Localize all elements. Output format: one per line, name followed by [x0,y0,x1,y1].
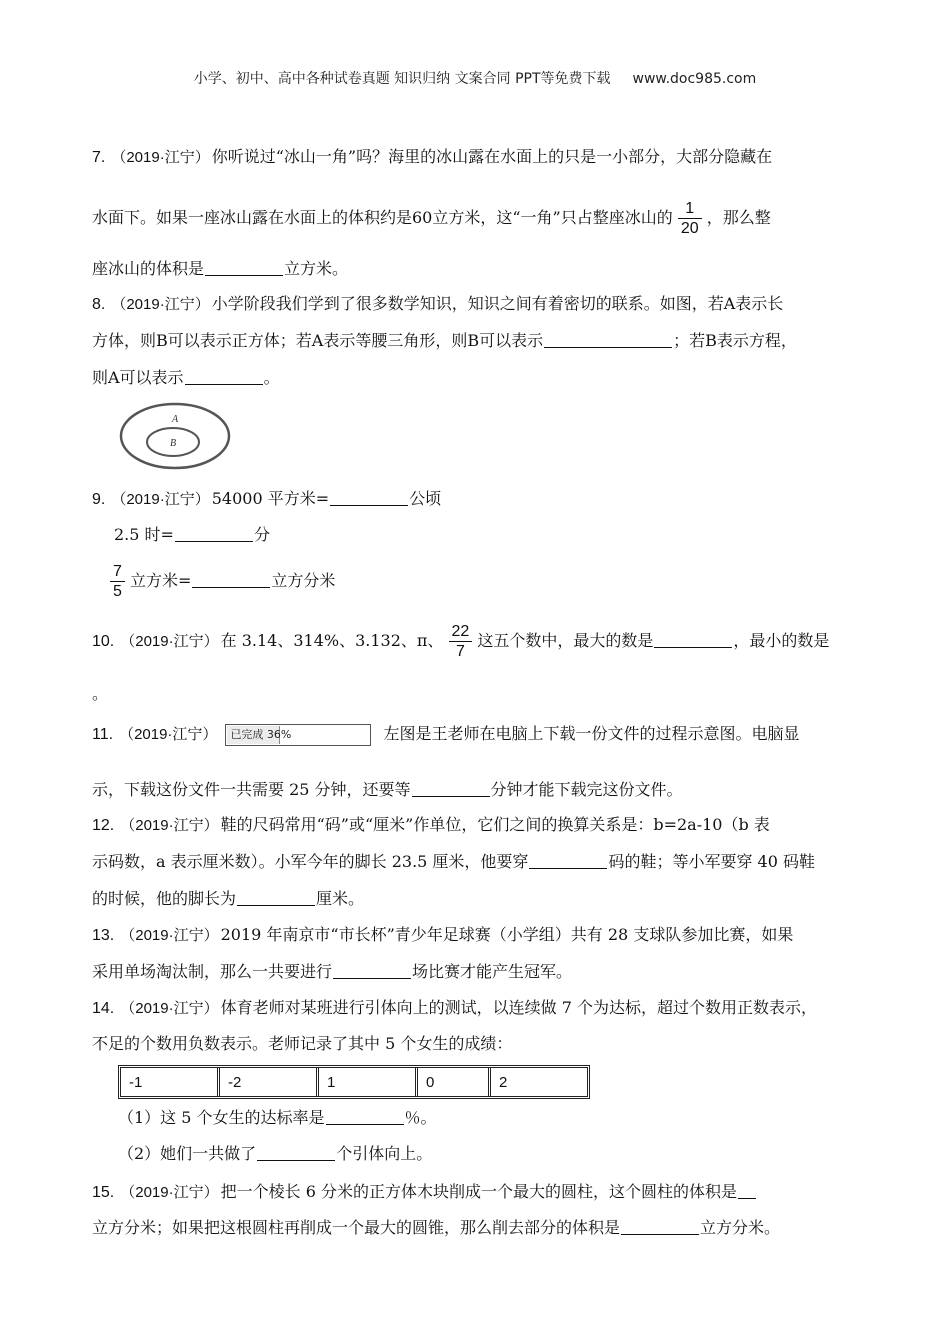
q13-line2: 采用单场淘汰制，那么一共要进行 场比赛才能产生冠军。 [92,962,573,981]
q10-line1: 10. （2019·江宁） 在 3.14、314%、3.132、π、 $\frac{22}{7}$ 这五个数中，最大的数是 ，最小的数是 [92,623,830,660]
q15-answer-blank-2[interactable] [621,1218,699,1235]
q15-line1: 15. （2019·江宁） 把一个棱长 6 分米的正方体木块削成一个最大的圆柱，这个圆柱的体积是 [92,1182,757,1203]
q8-answer-blank-1[interactable] [544,331,672,348]
q9-line2: 2.5 时= 分 [114,525,270,544]
q8-answer-blank-2[interactable] [185,368,263,385]
q11-line1: 11. （2019·江宁） 已完成 36% 左图是王老师在电脑上下载一份文件的过程示意图。电脑显 [92,722,799,747]
q15-answer-blank-1[interactable] [738,1182,756,1199]
q13-answer-blank[interactable] [333,962,411,979]
score-cell: 2 [488,1068,587,1096]
q10-line2: 。 [92,684,109,703]
q15-number: 15. [92,1184,115,1201]
q14-line1: 14. （2019·江宁） 体育老师对某班进行引体向上的测试，以连续做 7 个为达标，超过个数用正数表示， [92,998,817,1017]
q7-answer-blank[interactable] [205,259,283,276]
q8-source: （2019·江宁） [111,296,210,313]
q11-source: （2019·江宁） [119,726,218,743]
q14-sub2: （2）她们一共做了 个引体向上。 [118,1144,433,1163]
q9-line3: $\frac{7}{5}$ 立方米= 立方分米 [110,562,335,601]
table-row [121,1068,587,1096]
q14-answer-blank-1[interactable] [326,1108,404,1125]
q14-sub1: （1）这 5 个女生的达标率是 ％。 [118,1108,437,1127]
q9-fraction: $\frac{7}{5}$ [110,562,125,601]
q9-line1: 9. （2019·江宁） 54000 平方米= 公顷 [92,489,442,508]
q11-line2: 示，下载这份文件一共需要 25 分钟，还要等 分钟才能下载完这份文件。 [92,780,683,799]
venn-label-b: B [170,438,177,449]
q11-number: 11. [92,726,114,743]
q7-line3: 座冰山的体积是 立方米。 [92,259,349,278]
venn-label-a: A [172,414,179,425]
download-progress-bar [225,724,371,746]
q10-source: （2019·江宁） [120,633,219,650]
q12-answer-blank-1[interactable] [529,852,607,869]
score-cell: -1 [129,1073,143,1091]
q15-source: （2019·江宁） [120,1184,219,1201]
q8-line2: 方体，则B可以表示正方体；若A表示等腰三角形，则B可以表示 ；若B表示方程， [92,331,797,350]
q7-line1: 7. （2019·江宁） 你听说过“冰山一角”吗？海里的冰山露在水面上的只是一小部分，大部分隐藏在 [92,147,773,166]
score-cell: 0 [415,1068,488,1096]
q12-source: （2019·江宁） [120,817,219,834]
q14-line2: 不足的个数用负数表示。老师记录了其中 5 个女生的成绩： [92,1034,513,1053]
q9-answer-blank-3[interactable] [192,571,270,588]
q10-answer-blank-1[interactable] [654,631,732,648]
score-cell: -2 [217,1068,316,1096]
q10-fraction: $\frac{22}{7}$ [449,622,473,661]
score-cell: 1 [316,1068,415,1096]
q9-answer-blank-2[interactable] [175,525,253,542]
q10-number: 10. [92,633,115,650]
q9-source: （2019·江宁） [111,491,210,508]
q12-number: 12. [92,817,115,834]
q12-line2: 示码数，a 表示厘米数）。小军今年的脚长 23.5 厘米，他要穿 码的鞋；等小军要穿 40 码鞋 [92,852,815,871]
q8-venn-diagram [118,400,232,472]
q9-number: 9. [92,491,106,508]
q13-source: （2019·江宁） [120,927,219,944]
q15-line2: 立方分米；如果把这根圆柱再削成一个最大的圆锥，那么削去部分的体积是 立方分米。 [92,1218,781,1237]
q7-source: （2019·江宁） [111,149,210,166]
header-url[interactable]: www.doc985.com [632,71,757,87]
q8-line3: 则A可以表示 。 [92,368,280,387]
q13-number: 13. [92,927,115,944]
q8-line1: 8. （2019·江宁） 小学阶段我们学到了很多数学知识，知识之间有着密切的联系。如图，若A表示长 [92,294,784,313]
q11-answer-blank[interactable] [412,780,490,797]
q12-answer-blank-2[interactable] [237,889,315,906]
q14-source: （2019·江宁） [120,1000,219,1017]
q7-fraction: $\frac{1}{20}$ [678,199,702,238]
q13-line1: 13. （2019·江宁） 2019 年南京市“市长杯”青少年足球赛（小学组）共有 28 支球队参加比赛，如果 [92,925,794,944]
q12-line3: 的时候，他的脚长为 厘米。 [92,889,365,908]
progress-label: 已完成 36% [230,727,292,741]
q14-score-table [118,1065,590,1099]
q14-number: 14. [92,1000,115,1017]
q8-number: 8. [92,296,106,313]
page-header [0,68,950,88]
q7-line2: 水面下。如果一座冰山露在水面上的体积约是60立方米，这“一角”只占整座冰山的 $\frac{1}{20}$ ，那么整 [92,200,771,237]
q9-answer-blank-1[interactable] [330,489,408,506]
q14-answer-blank-2[interactable] [257,1144,335,1161]
header-text: 小学、初中、高中各种试卷真题 知识归纳 文案合同 PPT等免费下载 [193,71,611,87]
q7-number: 7. [92,149,106,166]
q12-line1: 12. （2019·江宁） 鞋的尺码常用“码”或“厘米”作单位，它们之间的换算关系是：b=2a-10（b 表 [92,815,770,834]
